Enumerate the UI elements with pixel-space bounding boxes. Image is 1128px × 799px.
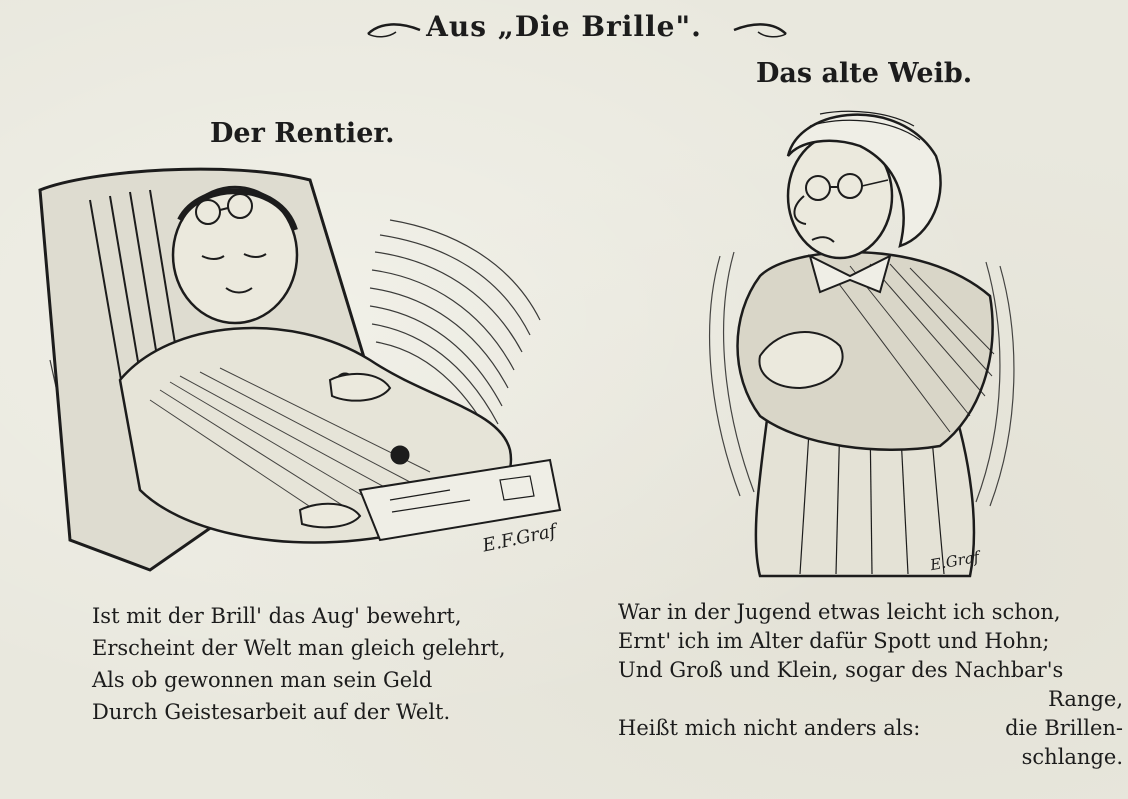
right-verse-continuation: schlange. [1021, 745, 1123, 769]
right-swash-ornament [732, 20, 788, 40]
left-verse-line: Erscheint der Welt man gleich gelehrt, [92, 636, 506, 660]
page-title: Aus „Die Brille". [426, 10, 702, 43]
left-verse-line: Ist mit der Brill' das Aug' bewehrt, [92, 604, 462, 628]
right-artist-signature: E.Graf [928, 547, 981, 575]
left-verse-line: Als ob gewonnen man sein Geld [92, 668, 433, 692]
right-verse-line-start: Heißt mich nicht anders als: [618, 716, 921, 740]
left-artist-signature: E.F.Graf [480, 520, 559, 557]
right-heading: Das alte Weib. [756, 58, 973, 89]
sleeping-rentier-illustration [30, 160, 570, 590]
right-verse-line-end: die Brillen- [1005, 716, 1123, 740]
old-woman-illustration [700, 96, 1030, 586]
right-verse-continuation: Range, [1048, 687, 1123, 711]
right-verse-line-row [618, 714, 1123, 743]
right-verse [618, 598, 1123, 772]
right-verse-line: War in der Jugend etwas leicht ich schon, [618, 600, 1061, 624]
right-verse-line: Und Groß und Klein, sogar des Nachbar's [618, 658, 1064, 682]
left-heading: Der Rentier. [210, 118, 395, 149]
left-verse [92, 600, 562, 728]
left-verse-line: Durch Geistesarbeit auf der Welt. [92, 700, 451, 724]
right-verse-line: Ernt' ich im Alter dafür Spott und Hohn; [618, 629, 1050, 653]
